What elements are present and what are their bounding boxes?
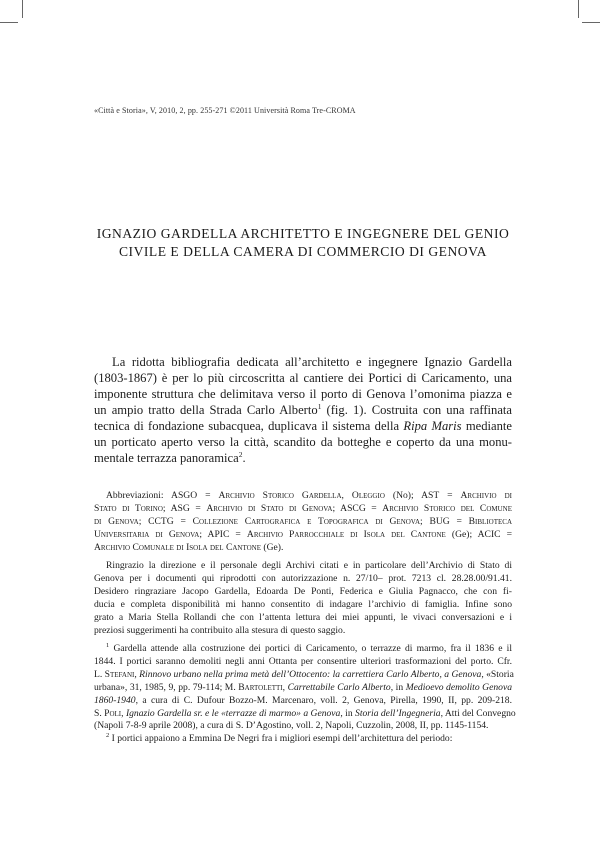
note-line: Genova per i documenti qui riprodotti con autorizzazione n. 27/10– prot. 7213 cl. 28.28.00/91.41. [94,572,512,584]
paragraph-line: La ridotta bibliografia dedicata all’architetto e ingegnere Ignazio Gardella [112,355,512,369]
small-caps-run: Stato di Torino [94,502,163,514]
footnote-1-line: (Napoli 7-8-9 aprile 2008), a cura di S. D’Agostino, voll. 2, Napoli, Cuzzolin, 2008, II, pp. 1145-1154. [94,720,489,732]
crop-mark-top-left-vertical [22,0,23,18]
italic-title: 1860-1940 [94,694,136,706]
note-line [94,503,512,516]
journal-citation: «Città e Storia», V, 2010, 2, pp. 255-271 ©2011 Università Roma Tre-CROMA [94,106,356,115]
crop-mark-top-left-horizontal [0,22,18,23]
small-caps-run: Biblioteca [468,515,512,527]
text-run: urbana», 31, 1985, 9, pp. 79-114; M. [94,681,239,693]
text-run: ; BUG = [420,515,469,527]
text-run: , [121,707,126,719]
footnote-ref-2[interactable]: 2 [238,449,243,459]
paragraph-line: imponente struttura che delimitava verso il porto di Genova l’omonima piazza e [94,387,512,401]
opening-paragraph [94,354,512,466]
text-run: ; ASCG = [332,502,383,514]
note-line: ducia e completa disponibilità mi hanno consentito di indagare l’archivio di famiglia. Infine sono [94,598,512,610]
article-title-line-2: CIVILE E DELLA CAMERA DI COMMERCIO DI GENOVA [118,244,487,259]
text-run: (Ge). [261,541,284,553]
paragraph-line: (1803-1867) è per lo più circoscritta al cantiere dei Portici di Caricamento, una [94,371,512,385]
text-run: . [242,451,246,465]
text-run: , [134,668,140,680]
footnote-1-line [94,682,512,695]
paragraph-line [94,450,512,466]
footnote-2-line [94,733,512,746]
note-line [94,529,512,542]
text-run: , in [340,707,356,719]
text-run: , [282,681,288,693]
small-caps-run: Universitaria di Genova [94,528,200,540]
crop-mark-top-right-horizontal [582,22,600,23]
text-run: , «Storia [481,668,514,680]
italic-title: Rinnovo urbano nella prima metà dell’Ottocento: la carrettiera Carlo Alberto, a Genova [139,668,482,680]
footnotes [94,641,516,746]
text-run: ; APIC = [199,528,247,540]
paragraph-line [94,418,512,434]
small-caps-run: L. Stefani [94,668,135,680]
italic-title: Storia dell’Ingegneria [355,707,441,719]
small-caps-run: Archivio Parrocchiale di Isola del Cantone [246,528,446,540]
article-title [84,225,522,261]
article-title-line-1: IGNAZIO GARDELLA ARCHITETTO E INGEGNERE DEL GENIO [96,226,510,241]
paragraph-line [94,402,512,418]
footnote-number: 2 [106,732,110,740]
text-run: tecnica di fondazione subacquea, duplicava il sistema della [94,419,404,433]
italic-title: Ignazio Gardella sr. e le «terrazze di marmo» a Genova [125,707,341,719]
small-caps-run: di Genova [94,515,139,527]
footnote-1-line: 1844. I portici saranno demoliti negli anni Ottanta per consentire ulteriori trasformazioni del porto. Cfr. [94,655,512,667]
crop-mark-top-right-vertical [578,0,579,18]
footnote-ref-1[interactable]: 1 [317,401,322,411]
text-run: (Ge); ACIC = [445,528,512,540]
footnote-1-line [94,643,512,656]
footnote-1-line [94,669,512,682]
note-line [94,490,512,503]
small-caps-run: Archivio di [460,490,512,501]
note-line: Ringrazio la direzione e il personale degli Archivi citati e in particolare dell’Archivio di Stato di [106,560,512,571]
text-run: , a cura di C. Dufour Bozzo-M. Marcenaro, voll. 2, Genova, Pirella, 1990, II, pp. 209-218. [135,694,512,706]
text-run: Gardella attende alla costruzione dei portici di Caricamento, o terrazze di marmo, fra il 1836 e il [109,643,512,654]
note-line: preziosi suggerimenti ha contribuito alla stesura di questo saggio. [94,624,346,636]
text-run: ; ASG = [162,502,207,514]
text-run: ; CCTG = [138,515,193,527]
note-line: grato a Maria Stella Rollandi che con l’attenta lettura dei miei appunti, le vivaci conversazioni e i [94,611,512,623]
small-caps-run: Archivio di Stato di Genova [206,502,333,514]
italic-title: Medioevo demolito Genova [405,681,513,693]
text-run: I portici appaiono a Emmina De Negri fra i migliori esempi dell’architettura del periodo: [109,733,453,745]
text-run: un ampio tratto della Strada Carlo Alberto [94,403,318,417]
footnote-1-line [94,695,512,708]
small-caps-run: Archivio Storico Gardella, Oleggio [218,490,385,501]
italic-title: Carrettabile Carlo Alberto [287,681,391,693]
small-caps-run: Archivio Comunale di Isola del Cantone [94,541,261,553]
note-line [94,516,512,529]
text-run: , in [390,681,406,693]
text-run: mediante [461,419,512,433]
italic-term: Ripa Maris [403,419,462,433]
acknowledgements-note [94,560,512,637]
note-line: Desidero ringraziare Jacopo Gardella, Edoarda De Ponti, Federica e Giulia Pagnacco, che con fi- [94,585,512,597]
text-run: , Atti del Convegno [440,707,516,719]
text-run: Abbreviazioni: ASGO = [106,490,219,501]
small-caps-run: Collezione Cartografica e Topografica di Genova [192,515,421,527]
footnote-1-line [94,707,516,721]
text-run: (fig. 1). Costruita con una raffinata [321,403,512,417]
note-line [94,542,512,555]
abbreviations-note [94,490,512,555]
small-caps-run: Bartoletti [238,681,283,693]
paragraph-line: un porticato aperto verso la città, scandito da botteghe e coperto da una monu- [94,435,512,449]
small-caps-run: Archivio Storico del Comune [382,502,512,514]
text-run: (No); AST = [384,490,461,501]
small-caps-run: S. Poli [94,707,122,719]
text-run: mentale terrazza panoramica [94,451,239,465]
footnote-number: 1 [106,641,110,649]
